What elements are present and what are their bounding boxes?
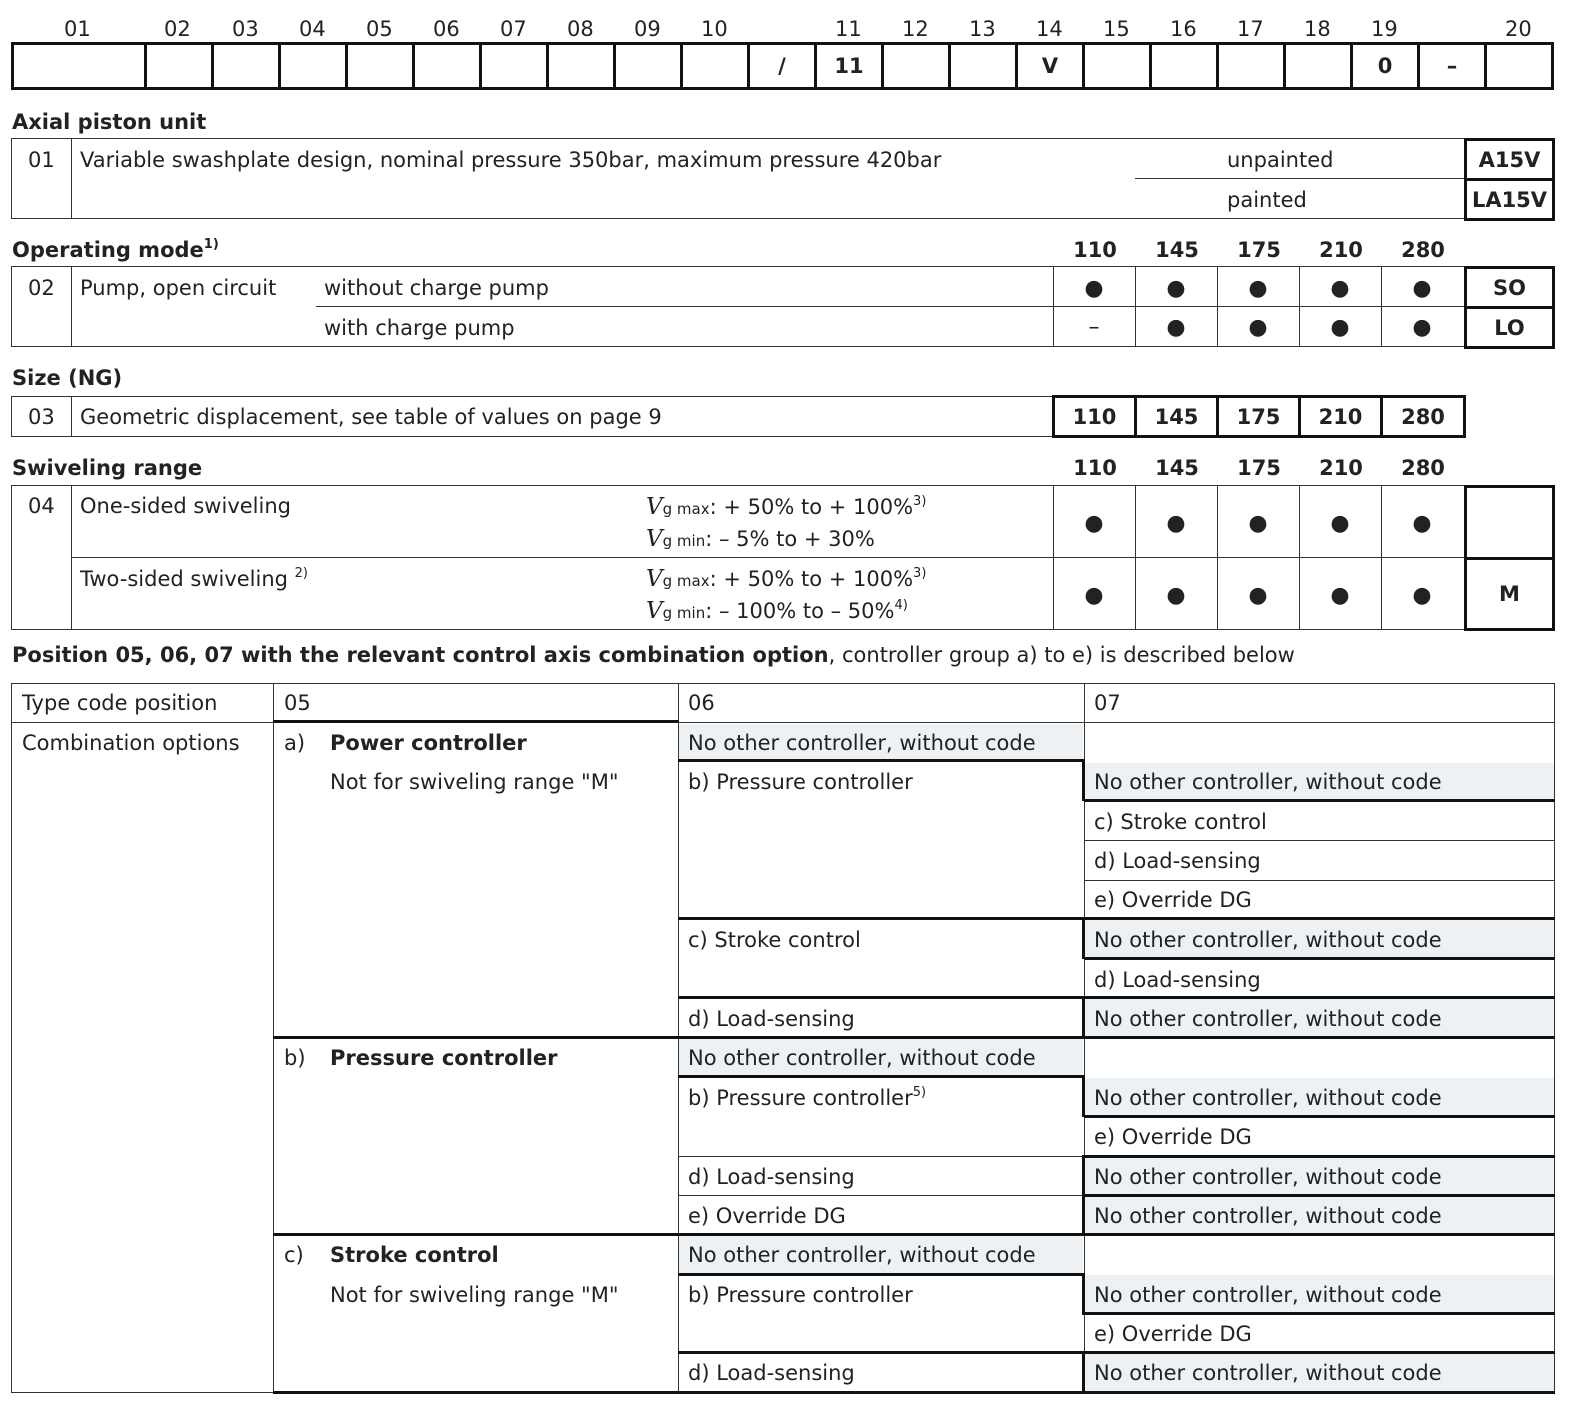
option-one-sided: One-sided swiveling	[80, 494, 291, 518]
group-note-a: Not for swiveling range "M"	[330, 770, 619, 794]
option-pressure-controller: b) Pressure controller	[688, 770, 913, 794]
section-title-operating: Operating mode$^{1)}$	[12, 237, 219, 262]
header-type-code-position: Type code position	[22, 691, 218, 715]
code-size-210: 210	[1298, 395, 1383, 438]
availability-mark: ●	[1330, 276, 1350, 301]
availability-mark: ●	[1166, 276, 1186, 301]
availability-mark: ●	[1330, 583, 1350, 608]
availability-mark: ●	[1412, 315, 1432, 340]
size-header: 145	[1155, 238, 1199, 262]
availability-mark: ●	[1248, 276, 1268, 301]
type-code-cell: /	[778, 54, 786, 78]
code-size-175: 175	[1216, 395, 1301, 438]
code-size-110: 110	[1052, 395, 1137, 438]
option-none: No other controller, without code	[1094, 1283, 1442, 1307]
option-painted: painted	[1227, 188, 1307, 212]
option-none: No other controller, without code	[688, 731, 1036, 755]
code-so: SO	[1464, 266, 1555, 309]
code-one-sided	[1464, 485, 1555, 560]
pos-number: 12	[902, 17, 929, 41]
option-override-dg: e) Override DG	[1094, 1322, 1252, 1346]
size-description: Geometric displacement, see table of values on page 9	[80, 405, 662, 429]
option-unpainted: unpainted	[1227, 148, 1334, 172]
pos-number: 11	[835, 17, 862, 41]
availability-mark: ●	[1330, 511, 1350, 536]
availability-mark: ●	[1084, 276, 1104, 301]
option-override-dg: e) Override DG	[688, 1204, 846, 1228]
pos-number: 07	[500, 17, 527, 41]
group-letter-c: c)	[284, 1243, 304, 1267]
row-number: 04	[28, 494, 55, 518]
operating-description: Pump, open circuit	[80, 276, 277, 300]
option-load-sensing: d) Load-sensing	[688, 1007, 855, 1031]
pos-number: 05	[366, 17, 393, 41]
section-title-axial: Axial piston unit	[12, 110, 207, 134]
option-none: No other controller, without code	[1094, 928, 1442, 952]
pos-number: 01	[64, 17, 91, 41]
size-header: 145	[1155, 456, 1199, 480]
pos-number: 08	[567, 17, 594, 41]
pos-number: 06	[433, 17, 460, 41]
option-stroke-control: c) Stroke control	[688, 928, 861, 952]
option-load-sensing: d) Load-sensing	[688, 1361, 855, 1385]
header-06: 06	[688, 691, 715, 715]
code-a15v: A15V	[1464, 138, 1555, 181]
availability-mark: ●	[1412, 583, 1432, 608]
option-pressure-controller: b) Pressure controller	[688, 1283, 913, 1307]
row-number: 02	[28, 276, 55, 300]
option-none: No other controller, without code	[1094, 1204, 1442, 1228]
vg-max-one-sided: Vg max: + 50% to + 100%$^{3)}$	[646, 494, 927, 520]
option-none: No other controller, without code	[688, 1243, 1036, 1267]
size-header: 280	[1401, 238, 1445, 262]
option-load-sensing: d) Load-sensing	[1094, 849, 1261, 873]
type-code-cell: 0	[1377, 54, 1393, 78]
size-header: 110	[1073, 456, 1117, 480]
size-header: 175	[1237, 238, 1281, 262]
option-load-sensing: d) Load-sensing	[688, 1165, 855, 1189]
row-number: 01	[28, 148, 55, 172]
pos-number: 09	[634, 17, 661, 41]
group-title-stroke-control: Stroke control	[330, 1243, 499, 1267]
type-code-cell: 11	[834, 54, 864, 78]
availability-mark: ●	[1084, 583, 1104, 608]
header-05: 05	[284, 691, 311, 715]
pos-number: 18	[1304, 17, 1331, 41]
option-none: No other controller, without code	[1094, 1007, 1442, 1031]
size-header: 210	[1319, 456, 1363, 480]
availability-mark: ●	[1412, 511, 1432, 536]
pos-number: 03	[232, 17, 259, 41]
pos-number: 13	[969, 17, 996, 41]
pos-number: 19	[1371, 17, 1398, 41]
axial-description: Variable swashplate design, nominal pressure 350bar, maximum pressure 420bar	[80, 148, 942, 172]
code-la15v: LA15V	[1464, 178, 1555, 221]
size-header: 110	[1073, 238, 1117, 262]
option-none: No other controller, without code	[688, 1046, 1036, 1070]
pos-number: 02	[164, 17, 191, 41]
availability-mark: ●	[1166, 315, 1186, 340]
group-letter-b: b)	[284, 1046, 306, 1070]
vg-max-two-sided: Vg max: + 50% to + 100%$^{3)}$	[646, 566, 927, 592]
pos-number: 17	[1237, 17, 1264, 41]
combination-options-label: Combination options	[22, 731, 240, 755]
availability-mark: –	[1088, 315, 1100, 340]
availability-mark: ●	[1330, 315, 1350, 340]
size-header: 280	[1401, 456, 1445, 480]
size-header: 175	[1237, 456, 1281, 480]
section-title-swivel: Swiveling range	[12, 456, 203, 480]
group-title-power-controller: Power controller	[330, 731, 527, 755]
pos-number: 04	[299, 17, 326, 41]
option-two-sided: Two-sided swiveling $^{2)}$	[80, 566, 308, 591]
group-letter-a: a)	[284, 731, 306, 755]
vg-min-two-sided: Vg min: – 100% to – 50%$^{4)}$	[646, 598, 908, 624]
availability-mark: ●	[1248, 583, 1268, 608]
group-note-c: Not for swiveling range "M"	[330, 1283, 619, 1307]
option-with-charge-pump: with charge pump	[324, 316, 515, 340]
vg-min-one-sided: Vg min: – 5% to + 30%	[646, 526, 875, 552]
code-m: M	[1464, 557, 1555, 631]
availability-mark: ●	[1084, 511, 1104, 536]
size-header: 210	[1319, 238, 1363, 262]
code-lo: LO	[1464, 306, 1555, 349]
position-note: Position 05, 06, 07 with the relevant control axis combination option, controller group a) to e) is described below	[12, 643, 1295, 667]
type-code-cell: V	[1041, 54, 1059, 78]
option-none: No other controller, without code	[1094, 1165, 1442, 1189]
option-load-sensing: d) Load-sensing	[1094, 968, 1261, 992]
option-without-charge-pump: without charge pump	[324, 276, 549, 300]
option-override-dg: e) Override DG	[1094, 1125, 1252, 1149]
header-07: 07	[1094, 691, 1121, 715]
section-title-size: Size (NG)	[12, 366, 123, 390]
code-size-145: 145	[1134, 395, 1219, 438]
row-number: 03	[28, 405, 55, 429]
option-none: No other controller, without code	[1094, 1361, 1442, 1385]
pos-number: 16	[1170, 17, 1197, 41]
option-none: No other controller, without code	[1094, 770, 1442, 794]
option-override-dg: e) Override DG	[1094, 888, 1252, 912]
pos-number: 14	[1036, 17, 1063, 41]
pos-number: 15	[1103, 17, 1130, 41]
code-size-280: 280	[1380, 395, 1466, 438]
availability-mark: ●	[1166, 511, 1186, 536]
availability-mark: ●	[1412, 276, 1432, 301]
type-code-cell: –	[1446, 54, 1458, 78]
availability-mark: ●	[1248, 511, 1268, 536]
availability-mark: ●	[1166, 583, 1186, 608]
pos-number: 10	[701, 17, 728, 41]
option-pressure-controller: b) Pressure controller$^{5)}$	[688, 1085, 927, 1110]
group-title-pressure-controller: Pressure controller	[330, 1046, 558, 1070]
pos-number: 20	[1505, 17, 1532, 41]
option-none: No other controller, without code	[1094, 1086, 1442, 1110]
availability-mark: ●	[1248, 315, 1268, 340]
option-stroke-control: c) Stroke control	[1094, 810, 1267, 834]
